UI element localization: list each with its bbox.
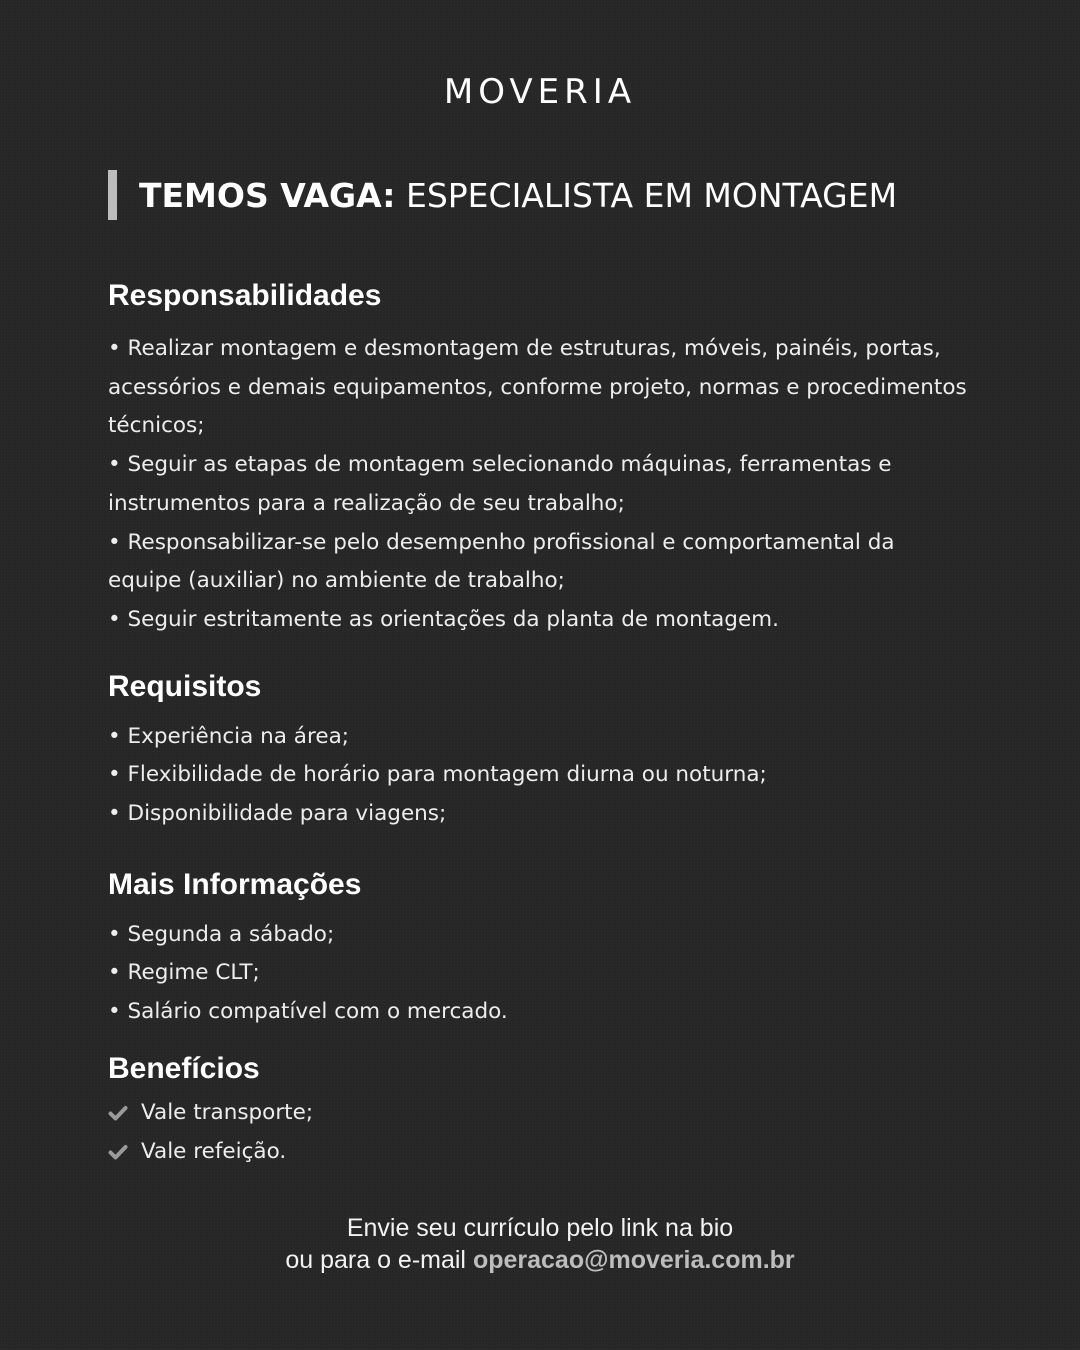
responsibilities-heading: Responsabilidades [108,279,382,312]
list-item: • Experiência na área; [108,723,349,749]
job-title-text [139,176,897,215]
contact-email-link[interactable]: operacao@moveria.com.br [472,1246,795,1274]
job-title-role: ESPECIALISTA EM MONTAGEM [405,175,898,215]
brand-logo: MOVERIA [443,72,637,112]
responsibilities-section [108,276,968,640]
requirements-section [108,667,968,834]
list-item: • Salário compatível com o mercado. [108,999,508,1025]
list-item: • Disponibilidade para viagens; [108,801,447,827]
benefit-label: Vale transporte; [141,1099,314,1125]
list-item: • Regime CLT; [108,960,260,986]
list-item: • Seguir estritamente as orientações da planta de montagem. [108,606,779,632]
footer-email-prefix: ou para o e-mail [285,1246,466,1274]
job-title-prefix: TEMOS VAGA: [139,175,396,215]
title-accent-bar [108,170,117,220]
job-title [108,170,897,220]
check-icon [108,1103,128,1123]
list-item: • Responsabilizar-se pelo desempenho profissional e comportamental da equipe (auxiliar) no ambiente de trabalho; [108,529,895,594]
list-item [108,1133,968,1172]
benefits-section [108,1049,968,1171]
list-item: • Segunda a sábado; [108,921,335,947]
list-item: • Seguir as etapas de montagem selecionando máquinas, ferramentas e instrumentos para a realização de seu trabalho; [108,452,892,516]
application-footer [0,1212,1080,1276]
footer-line-1: Envie seu currículo pelo link na bio [346,1214,734,1242]
requirements-list [108,718,968,834]
responsibilities-list [108,330,968,640]
more-info-list [108,916,968,1032]
more-info-heading: Mais Informações [108,867,362,901]
more-info-section [108,865,968,1032]
job-description [108,276,968,1171]
requirements-heading: Requisitos [108,669,262,703]
check-icon [108,1142,128,1162]
benefits-heading: Benefícios [108,1051,260,1085]
list-item [108,1094,968,1133]
benefit-label: Vale refeição. [141,1138,287,1164]
benefits-list [108,1094,968,1171]
list-item: • Realizar montagem e desmontagem de estruturas, móveis, painéis, portas, acessórios e demais equipamentos, conforme projeto, normas e procedimentos técnicos; [108,336,967,439]
list-item: • Flexibilidade de horário para montagem diurna ou noturna; [108,762,767,788]
footer-line-2 [0,1244,1080,1276]
